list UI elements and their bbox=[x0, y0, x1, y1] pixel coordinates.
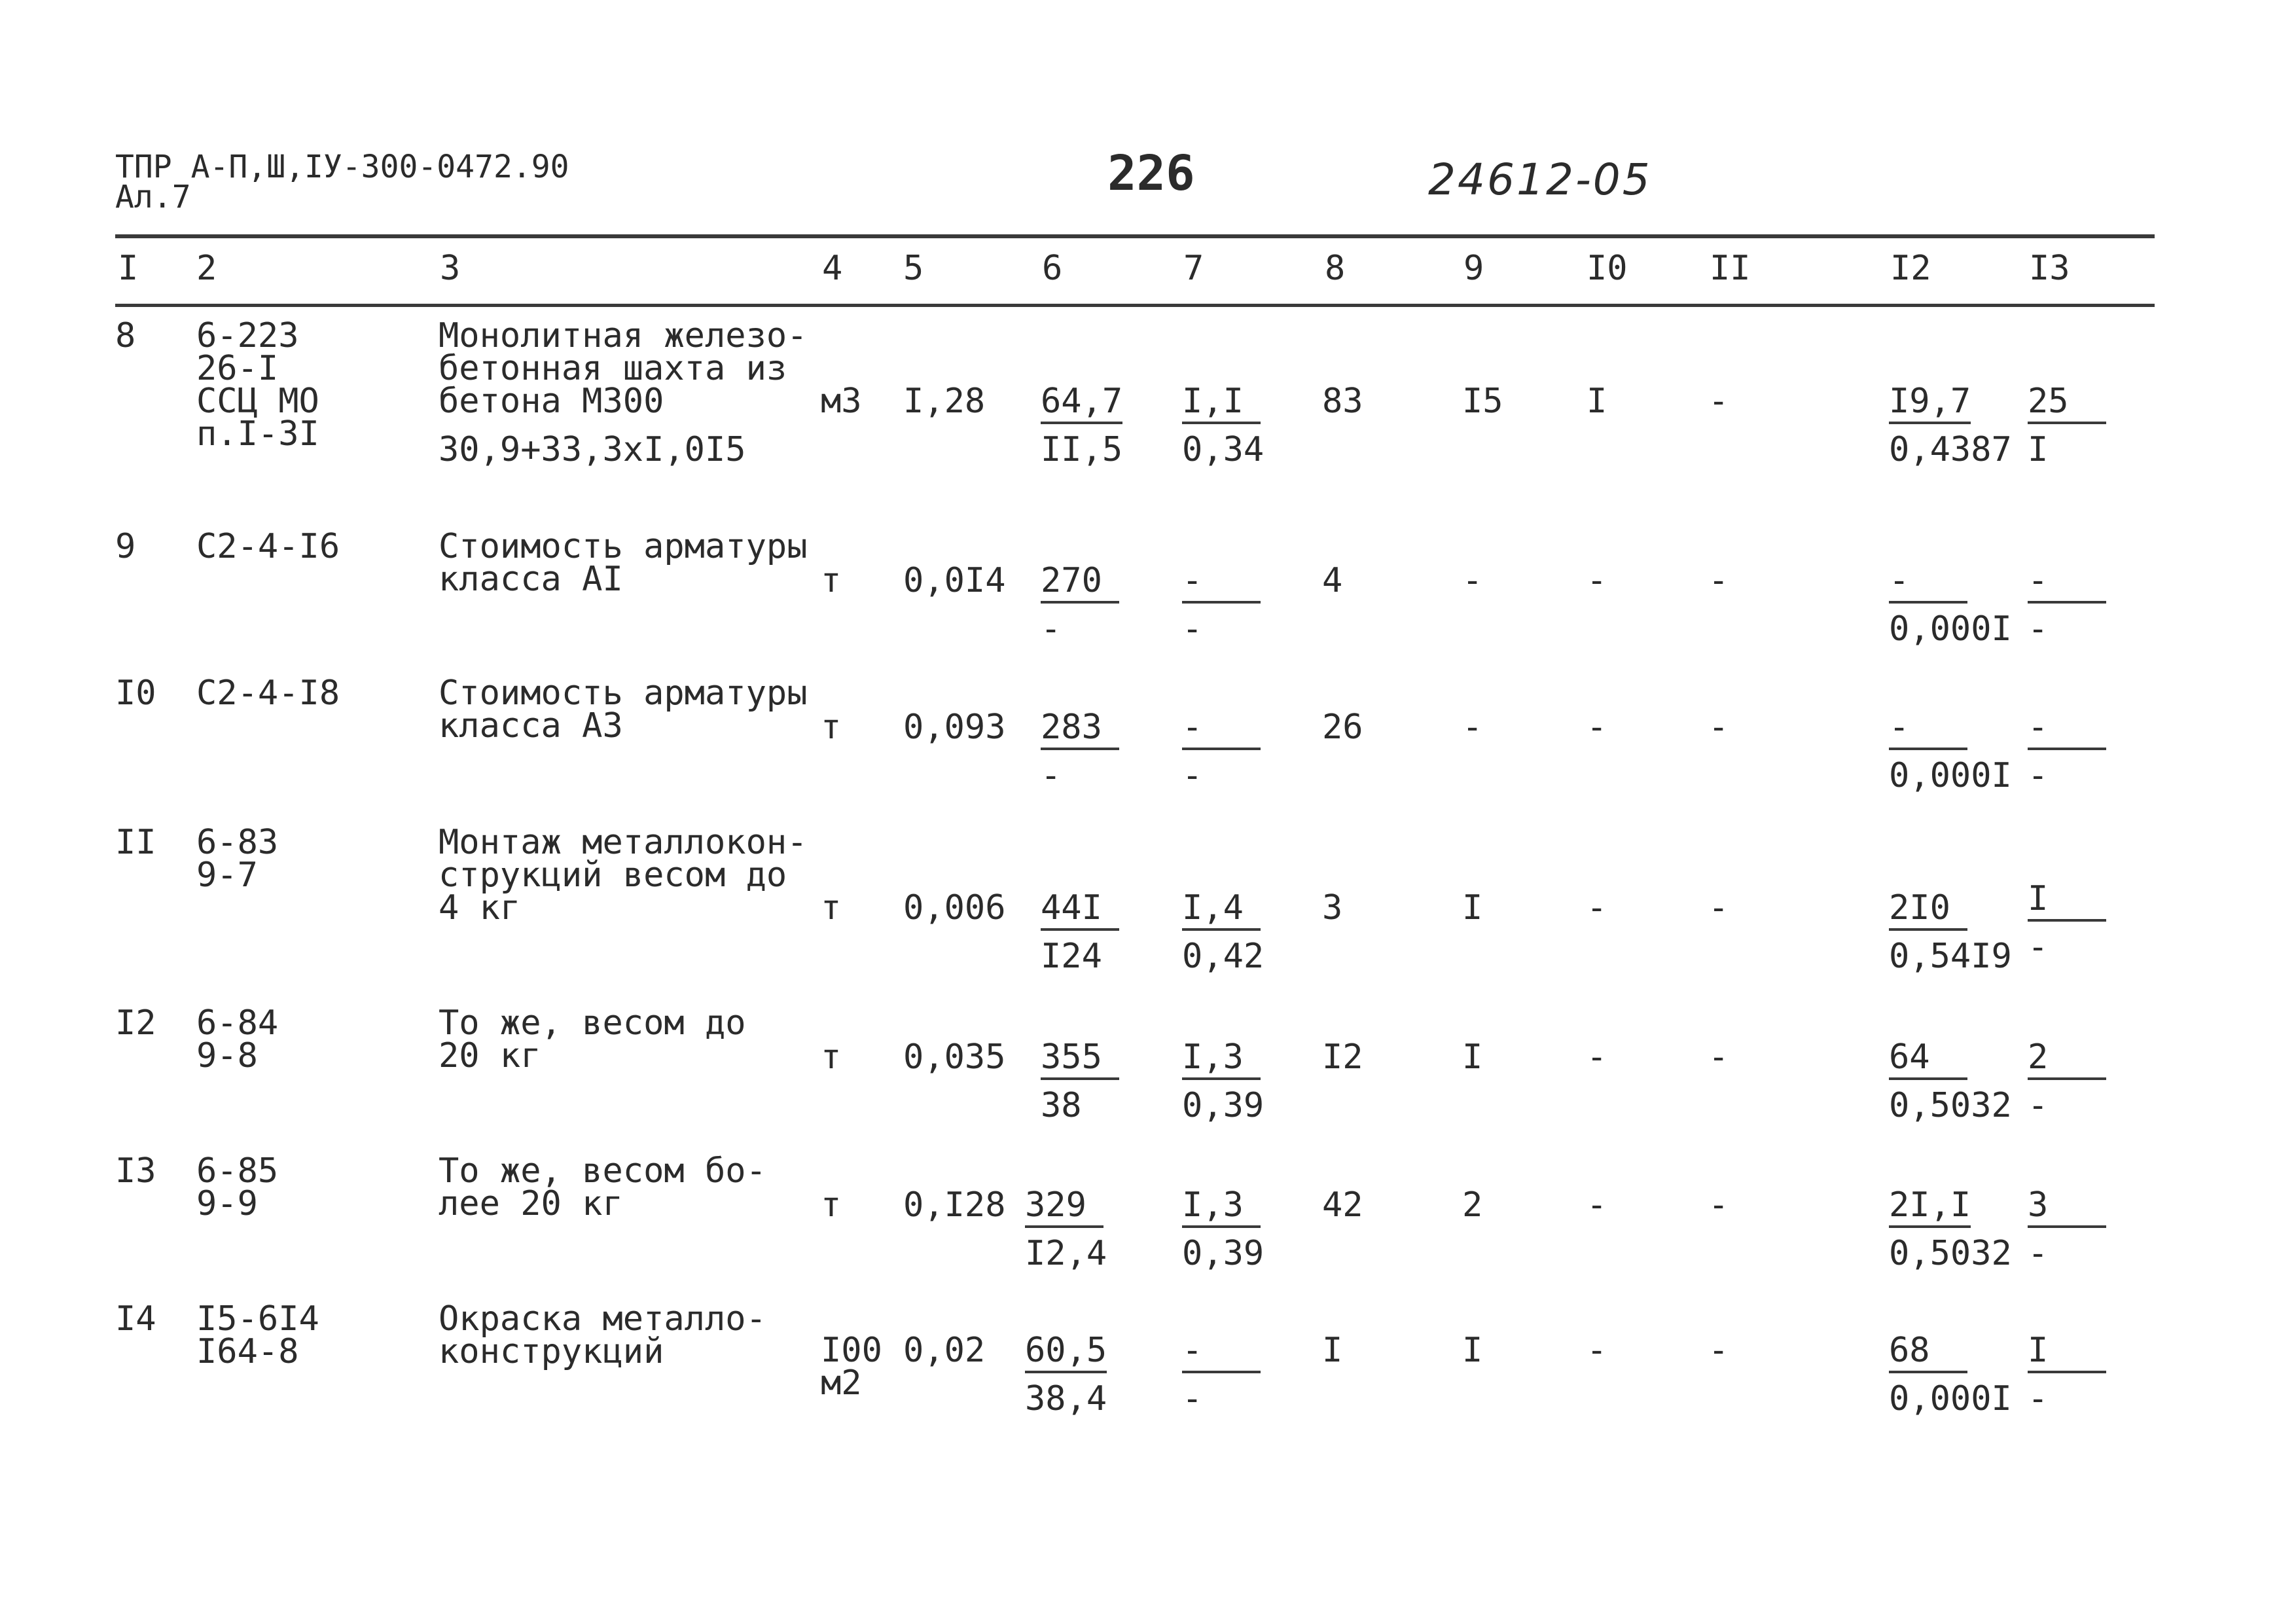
fraction-top: I,4 bbox=[1182, 892, 1261, 931]
unit-cost-fraction bbox=[1041, 888, 1119, 976]
fraction-bottom: 0,54I9 bbox=[1889, 937, 2012, 976]
fraction-top: 44I bbox=[1041, 892, 1119, 931]
fraction-bottom: 0,42 bbox=[1182, 937, 1265, 976]
work-description: Монолитная железо- бетонная шахта из бетона М300 bbox=[439, 316, 808, 421]
fraction-top: - bbox=[1182, 564, 1261, 604]
col12-fraction bbox=[1889, 382, 2012, 469]
col10-value: - bbox=[1587, 1185, 1607, 1225]
col9-value: I bbox=[1462, 1331, 1483, 1370]
fraction-bottom: 38 bbox=[1041, 1086, 1082, 1125]
labor-fraction bbox=[1182, 1038, 1265, 1125]
quantity: 0,02 bbox=[903, 1331, 986, 1370]
col10-value: I bbox=[1587, 382, 1607, 421]
fraction-top: 329 bbox=[1025, 1189, 1103, 1228]
fraction-bottom: 0,000I bbox=[1889, 1379, 2012, 1418]
row-number: I0 bbox=[115, 674, 156, 713]
fraction-bottom: 0,000I bbox=[1889, 756, 2012, 795]
page-number: 226 bbox=[1107, 145, 1195, 202]
fraction-bottom: 0,5032 bbox=[1889, 1234, 2012, 1273]
unit: т bbox=[821, 1038, 842, 1077]
fraction-bottom: I bbox=[2028, 430, 2049, 469]
labor-fraction bbox=[1182, 561, 1261, 649]
fraction-bottom: - bbox=[2028, 609, 2049, 649]
unit-cost-fraction bbox=[1041, 382, 1123, 469]
col11-value: - bbox=[1708, 561, 1729, 600]
fraction-bottom: II,5 bbox=[1041, 430, 1123, 469]
rate-code: С2-4-I6 bbox=[196, 527, 340, 566]
rate-code: I5-6I4 I64-8 bbox=[196, 1299, 319, 1371]
fraction-bottom: I2,4 bbox=[1025, 1234, 1107, 1273]
col-header-8: 8 bbox=[1325, 249, 1346, 288]
fraction-bottom: - bbox=[1041, 609, 1062, 649]
fraction-top: 270 bbox=[1041, 564, 1119, 604]
quantity: 0,0I4 bbox=[903, 561, 1006, 600]
fraction-bottom: 38,4 bbox=[1025, 1379, 1107, 1418]
col-header-9: 9 bbox=[1463, 249, 1484, 288]
fraction-bottom: I24 bbox=[1041, 937, 1102, 976]
col-header-6: 6 bbox=[1042, 249, 1063, 288]
fraction-bottom: 0,4387 bbox=[1889, 430, 2012, 469]
col8-value: 26 bbox=[1322, 708, 1363, 747]
col13-fraction bbox=[2028, 879, 2106, 967]
col-header-2: 2 bbox=[196, 249, 217, 288]
rate-code: С2-4-I8 bbox=[196, 674, 340, 713]
fraction-bottom: 0,39 bbox=[1182, 1086, 1265, 1125]
col8-value: I2 bbox=[1322, 1038, 1363, 1077]
table-top-rule bbox=[115, 234, 2155, 238]
col11-value: - bbox=[1708, 1038, 1729, 1077]
fraction-bottom: 0,34 bbox=[1182, 430, 1265, 469]
fraction-bottom: - bbox=[2028, 1379, 2049, 1418]
fraction-top: I,3 bbox=[1182, 1041, 1261, 1080]
rate-code: 6-223 26-I ССЦ МО п.I-3I bbox=[196, 316, 319, 454]
col9-value: - bbox=[1462, 561, 1483, 600]
col9-value: I bbox=[1462, 888, 1483, 928]
row-number: 9 bbox=[115, 527, 136, 566]
labor-fraction bbox=[1182, 708, 1261, 795]
fraction-bottom: 0,5032 bbox=[1889, 1086, 2012, 1125]
fraction-top: I9,7 bbox=[1889, 385, 1971, 424]
rate-code: 6-85 9-9 bbox=[196, 1151, 279, 1223]
unit: т bbox=[821, 888, 842, 928]
fraction-top: - bbox=[2028, 564, 2106, 604]
fraction-top: 25 bbox=[2028, 385, 2106, 424]
col12-fraction bbox=[1889, 1038, 2012, 1125]
work-description: Окраска металло- конструкций bbox=[439, 1299, 766, 1371]
col-header-12: I2 bbox=[1890, 249, 1931, 288]
col12-fraction bbox=[1889, 888, 2012, 976]
row-number: I4 bbox=[115, 1299, 156, 1339]
col9-value: I5 bbox=[1462, 382, 1503, 421]
col10-value: - bbox=[1587, 1331, 1607, 1370]
table-header-rule bbox=[115, 304, 2155, 307]
col11-value: - bbox=[1708, 1331, 1729, 1370]
fraction-top: - bbox=[1182, 711, 1261, 750]
col13-fraction bbox=[2028, 1038, 2106, 1125]
col12-fraction bbox=[1889, 1185, 2012, 1273]
unit-cost-fraction bbox=[1025, 1185, 1107, 1273]
row-number: 8 bbox=[115, 316, 136, 355]
fraction-top: 60,5 bbox=[1025, 1334, 1107, 1373]
sheet-label: Ал.7 bbox=[115, 179, 191, 215]
unit-cost-fraction bbox=[1041, 1038, 1119, 1125]
fraction-bottom: - bbox=[2028, 1086, 2049, 1125]
col13-fraction bbox=[2028, 708, 2106, 795]
unit: т bbox=[821, 708, 842, 747]
fraction-bottom: - bbox=[1182, 609, 1203, 649]
fraction-bottom: - bbox=[1182, 756, 1203, 795]
col13-fraction bbox=[2028, 561, 2106, 649]
col-header-1: I bbox=[118, 249, 139, 288]
fraction-top: I,I bbox=[1182, 385, 1261, 424]
quantity: 0,093 bbox=[903, 708, 1006, 747]
unit: т bbox=[821, 561, 842, 600]
unit: I00 м2 bbox=[821, 1331, 882, 1403]
labor-fraction bbox=[1182, 888, 1265, 976]
row-number: II bbox=[115, 823, 156, 862]
unit-cost-fraction bbox=[1041, 561, 1119, 649]
document-number: 24612-05 bbox=[1428, 154, 1652, 205]
col12-fraction bbox=[1889, 708, 2012, 795]
col8-value: 42 bbox=[1322, 1185, 1363, 1225]
col10-value: - bbox=[1587, 888, 1607, 928]
fraction-top: 2I0 bbox=[1889, 892, 1967, 931]
labor-fraction bbox=[1182, 1185, 1265, 1273]
unit: т bbox=[821, 1185, 842, 1225]
fraction-bottom: - bbox=[1041, 756, 1062, 795]
fraction-bottom: 0,39 bbox=[1182, 1234, 1265, 1273]
fraction-bottom: - bbox=[2028, 1234, 2049, 1273]
rate-code: 6-83 9-7 bbox=[196, 823, 279, 895]
unit-cost-fraction bbox=[1025, 1331, 1107, 1418]
fraction-top: 68 bbox=[1889, 1334, 1967, 1373]
col8-value: I bbox=[1322, 1331, 1343, 1370]
col8-value: 4 bbox=[1322, 561, 1343, 600]
col-header-11: II bbox=[1710, 249, 1751, 288]
fraction-top: 355 bbox=[1041, 1041, 1119, 1080]
quantity: 0,035 bbox=[903, 1038, 1006, 1077]
volume-formula: 30,9+33,3хI,0I5 bbox=[439, 430, 746, 469]
col9-value: 2 bbox=[1462, 1185, 1483, 1225]
col11-value: - bbox=[1708, 1185, 1729, 1225]
col11-value: - bbox=[1708, 708, 1729, 747]
fraction-bottom: - bbox=[2028, 756, 2049, 795]
fraction-top: - bbox=[1182, 1334, 1261, 1373]
col10-value: - bbox=[1587, 708, 1607, 747]
fraction-top: 2I,I bbox=[1889, 1189, 1971, 1228]
fraction-top: - bbox=[1889, 564, 1967, 604]
labor-fraction bbox=[1182, 1331, 1261, 1418]
col-header-13: I3 bbox=[2029, 249, 2070, 288]
col-header-4: 4 bbox=[822, 249, 843, 288]
col11-value: - bbox=[1708, 382, 1729, 421]
work-description: То же, весом бо- лее 20 кг bbox=[439, 1151, 766, 1223]
doc-code-line: ТПР А-П,Ш,IУ-300-0472.90 bbox=[115, 149, 569, 185]
quantity: 0,I28 bbox=[903, 1185, 1006, 1225]
col10-value: - bbox=[1587, 561, 1607, 600]
work-description: То же, весом до 20 кг bbox=[439, 1003, 746, 1075]
col9-value: I bbox=[1462, 1038, 1483, 1077]
fraction-top: 283 bbox=[1041, 711, 1119, 750]
col13-fraction bbox=[2028, 382, 2106, 469]
fraction-top: 3 bbox=[2028, 1189, 2106, 1228]
col9-value: - bbox=[1462, 708, 1483, 747]
fraction-top: - bbox=[1889, 711, 1967, 750]
col-header-5: 5 bbox=[903, 249, 924, 288]
fraction-top: 2 bbox=[2028, 1041, 2106, 1080]
col8-value: 83 bbox=[1322, 382, 1363, 421]
labor-fraction bbox=[1182, 382, 1265, 469]
fraction-top: 64,7 bbox=[1041, 385, 1122, 424]
work-description: Монтаж металлокон- струкций весом до 4 кг bbox=[439, 823, 808, 928]
quantity: 0,006 bbox=[903, 888, 1006, 928]
col13-fraction bbox=[2028, 1331, 2106, 1418]
row-number: I3 bbox=[115, 1151, 156, 1191]
fraction-bottom: - bbox=[2028, 928, 2049, 967]
unit: м3 bbox=[821, 382, 862, 421]
row-number: I2 bbox=[115, 1003, 156, 1043]
quantity: I,28 bbox=[903, 382, 986, 421]
col11-value: - bbox=[1708, 888, 1729, 928]
work-description: Стоимость арматуры класса АI bbox=[439, 527, 808, 599]
rate-code: 6-84 9-8 bbox=[196, 1003, 279, 1075]
col13-fraction bbox=[2028, 1185, 2106, 1273]
fraction-top: I bbox=[2028, 1334, 2106, 1373]
col12-fraction bbox=[1889, 1331, 2012, 1418]
col-header-3: 3 bbox=[440, 249, 461, 288]
fraction-top: - bbox=[2028, 711, 2106, 750]
col-header-10: I0 bbox=[1587, 249, 1628, 288]
document-designation bbox=[115, 149, 569, 215]
fraction-bottom: - bbox=[1182, 1379, 1203, 1418]
col12-fraction bbox=[1889, 561, 2012, 649]
col-header-7: 7 bbox=[1183, 249, 1204, 288]
fraction-bottom: 0,000I bbox=[1889, 609, 2012, 649]
fraction-top: I bbox=[2028, 882, 2106, 922]
col8-value: 3 bbox=[1322, 888, 1343, 928]
unit-cost-fraction bbox=[1041, 708, 1119, 795]
work-description: Стоимость арматуры класса А3 bbox=[439, 674, 808, 746]
fraction-top: I,3 bbox=[1182, 1189, 1261, 1228]
col10-value: - bbox=[1587, 1038, 1607, 1077]
fraction-top: 64 bbox=[1889, 1041, 1967, 1080]
